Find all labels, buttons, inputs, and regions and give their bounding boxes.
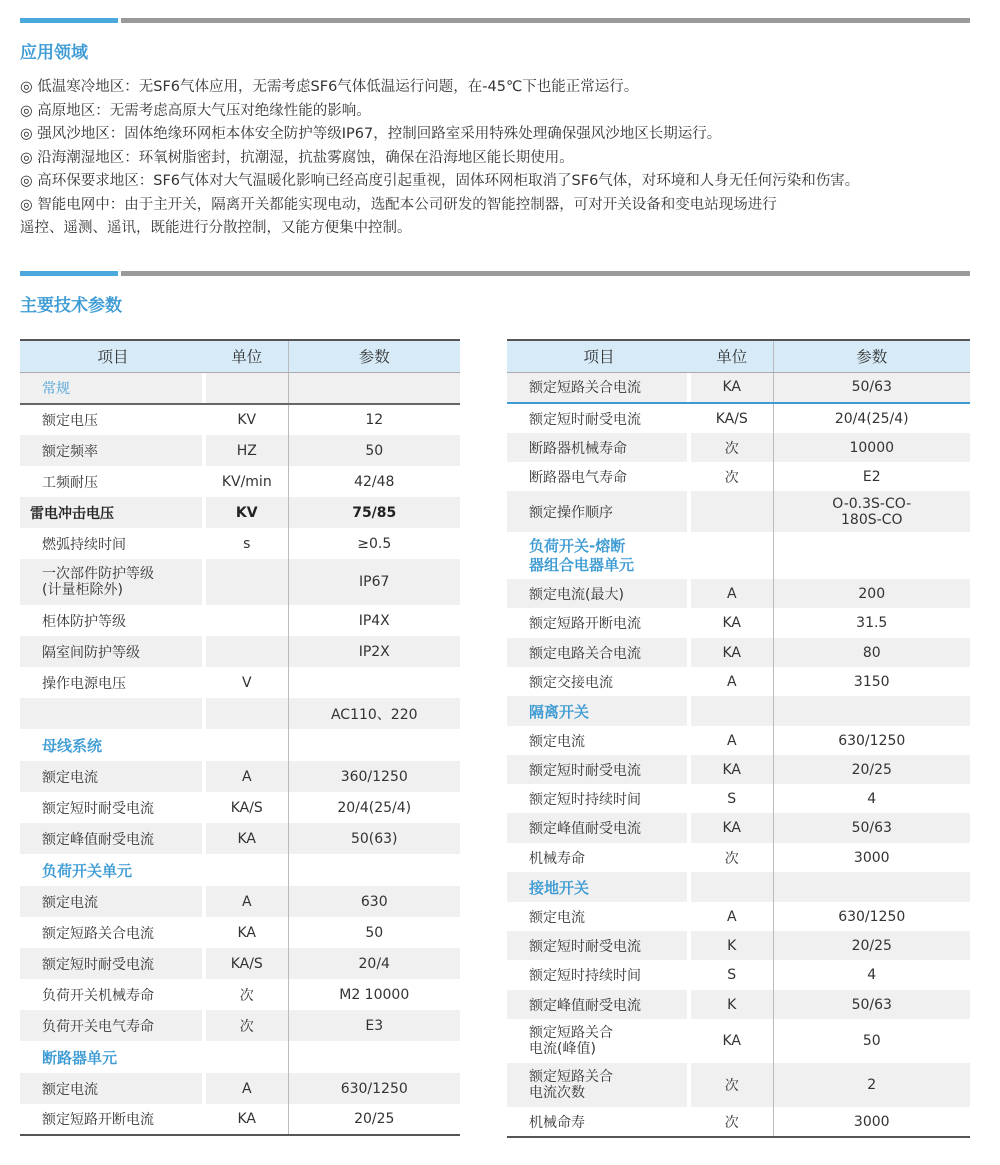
row-param — [288, 372, 460, 404]
row-item: 额定电流 — [529, 909, 585, 926]
table-row — [507, 491, 970, 532]
row-item: 额定短时耐受电流 — [42, 800, 154, 817]
row-unit: KA — [691, 608, 773, 638]
row-unit — [206, 854, 288, 886]
table-row — [507, 726, 970, 755]
row-unit: KV/min — [206, 466, 288, 497]
row-param — [773, 872, 970, 902]
table-row — [20, 372, 460, 404]
row-item — [507, 1019, 691, 1063]
group-title: 隔离开关 — [507, 696, 691, 726]
row-item: 额定峰值耐受电流 — [507, 813, 691, 843]
row-param: 630/1250 — [838, 732, 906, 749]
row-unit: KA/S — [691, 403, 773, 433]
section-divider-top — [20, 18, 970, 23]
table-row — [20, 404, 460, 435]
row-param: 200 — [773, 579, 970, 608]
row-param: 2 — [773, 1063, 970, 1107]
table-row — [20, 823, 460, 854]
table-row — [507, 667, 970, 696]
row-unit: A — [206, 1073, 288, 1104]
row-item: 常规 — [20, 372, 206, 404]
group-title: 接地开关 — [507, 872, 691, 902]
row-item: 机械寿命 — [529, 850, 585, 867]
row-param-line1: O-0.3S-CO- — [832, 495, 912, 512]
row-item: 额定操作顺序 — [507, 491, 691, 532]
row-unit: A — [206, 761, 288, 792]
row-unit — [206, 605, 288, 636]
table-row — [20, 886, 460, 917]
row-unit: 次 — [206, 1010, 288, 1041]
row-param — [773, 696, 970, 726]
row-unit: S — [691, 960, 773, 990]
table-row — [20, 497, 460, 528]
row-item — [20, 698, 206, 729]
row-unit: KA — [691, 755, 773, 784]
row-item: 工频耐压 — [42, 474, 98, 491]
table-row — [507, 902, 970, 931]
row-param: IP4X — [358, 612, 390, 629]
row-param: E3 — [288, 1010, 460, 1041]
row-unit: HZ — [206, 435, 288, 466]
row-unit: KA — [206, 823, 288, 854]
row-param-line2: 180S-CO — [841, 511, 903, 528]
row-item: 负荷开关电气寿命 — [20, 1010, 206, 1041]
table-row — [507, 843, 970, 872]
row-param — [288, 729, 460, 761]
row-param: 50 — [862, 1033, 881, 1049]
row-param — [288, 1041, 460, 1073]
row-param — [773, 491, 970, 532]
row-item: 额定电压 — [42, 413, 98, 429]
row-param: 12 — [365, 412, 384, 428]
row-param — [288, 854, 460, 886]
table-row — [20, 1104, 460, 1135]
row-unit: KV — [206, 404, 288, 435]
row-unit — [206, 1041, 288, 1073]
row-unit: A — [691, 667, 773, 696]
table-row — [20, 979, 460, 1010]
row-param: 20/25 — [773, 931, 970, 960]
table-group-row — [507, 872, 970, 902]
table-row — [507, 579, 970, 608]
spec-table-right — [507, 339, 970, 1138]
row-item: 负荷开关机械寿命 — [42, 987, 154, 1004]
row-unit: KA/S — [206, 792, 288, 823]
row-item: 额定频率 — [20, 435, 206, 466]
row-item: 额定短路开断电流 — [20, 1104, 206, 1135]
section-divider-specs — [20, 271, 970, 276]
row-unit: A — [691, 902, 773, 931]
row-item: 隔室间防护等级 — [20, 636, 206, 667]
table-row — [20, 1073, 460, 1104]
group-title: 母线系统 — [42, 736, 103, 755]
row-item: 操作电源电压 — [42, 675, 126, 692]
application-title: 应用领域 — [20, 43, 88, 63]
row-item: 断路器电气寿命 — [529, 469, 627, 486]
row-item: 燃弧持续时间 — [42, 536, 126, 553]
row-param: 31.5 — [856, 615, 888, 631]
row-param: 4 — [867, 967, 877, 983]
table-row — [20, 667, 460, 698]
row-unit: 次 — [691, 843, 773, 872]
header-unit: 单位 — [691, 340, 773, 372]
row-param: 50 — [365, 924, 384, 941]
row-unit: KA — [206, 1104, 288, 1135]
row-param: ≥0.5 — [357, 535, 392, 552]
table-row — [20, 1010, 460, 1041]
row-unit: K — [691, 990, 773, 1019]
row-param: IP2X — [288, 636, 460, 667]
row-param: 20/4 — [288, 948, 460, 979]
row-unit — [206, 636, 288, 667]
row-param: 42/48 — [354, 473, 395, 490]
row-unit: KA — [691, 638, 773, 667]
table-row — [507, 784, 970, 813]
row-unit: KV — [206, 497, 288, 528]
table-group-row — [20, 1041, 460, 1073]
divider-accent — [20, 18, 118, 23]
table-row — [507, 638, 970, 667]
row-item: 额定电路关合电流 — [507, 638, 691, 667]
row-item: 额定电流 — [20, 761, 206, 792]
row-item: 机械命寿 — [507, 1107, 691, 1137]
application-item: ◎ 高环保要求地区：SF6气体对大气温暖化影响已经高度引起重视，固体环网柜取消了SF6气体，对环境和人身无任何污染和伤害。 — [20, 173, 860, 189]
row-item-line2: 电流次数 — [529, 1085, 585, 1101]
row-param: 3000 — [853, 849, 890, 866]
table-row — [507, 433, 970, 462]
specs-title: 主要技术参数 — [20, 296, 122, 316]
row-param: 75/85 — [288, 497, 460, 528]
header-item: 项目 — [20, 340, 206, 372]
table-row — [507, 1107, 970, 1137]
divider-line — [121, 271, 970, 276]
header-item: 项目 — [507, 340, 691, 372]
group-title — [507, 532, 691, 579]
table-row — [507, 960, 970, 990]
row-item: 额定短时耐受电流 — [529, 411, 641, 428]
row-unit: KA — [691, 1019, 773, 1063]
row-unit: 次 — [691, 433, 773, 462]
table-row — [20, 917, 460, 948]
group-title: 断路器单元 — [42, 1048, 118, 1067]
table-row — [20, 605, 460, 636]
row-item: 柜体防护等级 — [42, 613, 126, 630]
row-unit: S — [691, 784, 773, 813]
row-item: 额定峰值耐受电流 — [20, 823, 206, 854]
row-item: 额定电流 — [20, 886, 206, 917]
row-item: 雷电冲击电压 — [20, 497, 206, 528]
row-item: 额定短路关合电流 — [42, 925, 154, 942]
row-param: IP67 — [288, 559, 460, 605]
row-item: 额定短时持续时间 — [529, 968, 641, 984]
table-row — [507, 403, 970, 433]
row-item: 额定短时耐受电流 — [507, 931, 691, 960]
divider-accent — [20, 271, 118, 276]
row-param: 20/4(25/4) — [834, 410, 909, 427]
row-item-line1: 额定短路关合 — [529, 1069, 613, 1085]
row-param: E2 — [862, 468, 881, 485]
table-row — [20, 435, 460, 466]
row-param: 80 — [773, 638, 970, 667]
header-unit: 单位 — [206, 340, 288, 372]
row-unit: K — [691, 931, 773, 960]
application-item: ◎ 低温寒冷地区：无SF6气体应用，无需考虑SF6气体低温运行问题，在-45℃下也能正常运行。 — [20, 79, 639, 95]
table-row — [507, 1063, 970, 1107]
row-item-line2: (计量柜除外) — [42, 582, 123, 598]
row-item — [20, 559, 206, 605]
header-param: 参数 — [773, 340, 970, 372]
row-param: 3000 — [773, 1107, 970, 1137]
row-param: 630/1250 — [288, 1073, 460, 1104]
row-item: 额定电流(最大) — [507, 579, 691, 608]
row-unit — [206, 729, 288, 761]
row-param: 630/1250 — [838, 908, 906, 925]
row-item: 额定交接电流 — [529, 674, 613, 691]
row-item: 额定电流 — [20, 1073, 206, 1104]
row-unit: KA — [206, 917, 288, 948]
header-param: 参数 — [288, 340, 460, 372]
table-group-row — [507, 696, 970, 726]
table-row — [507, 1019, 970, 1063]
application-item: ◎ 智能电网中：由于主开关，隔离开关都能实现电动，选配本公司研发的智能控制器，可对开关设备和变电站现场进行 — [20, 196, 777, 213]
group-title-line2: 器组合电器单元 — [529, 555, 635, 574]
row-unit — [691, 872, 773, 902]
table-row — [20, 466, 460, 497]
table-header-row — [507, 340, 970, 372]
table-row — [507, 813, 970, 843]
table-row — [507, 755, 970, 784]
row-unit — [206, 372, 288, 404]
row-unit — [206, 559, 288, 605]
row-unit — [691, 491, 773, 532]
row-item: 额定短时耐受电流 — [20, 948, 206, 979]
table-group-row — [20, 729, 460, 761]
row-param: 50 — [288, 435, 460, 466]
application-item: ◎ 强风沙地区：固体绝缘环网柜本体安全防护等级IP67，控制回路室采用特殊处理确保强风沙地区长期运行。 — [20, 126, 722, 142]
application-item: ◎ 沿海潮湿地区：环氧树脂密封，抗潮湿，抗盐雾腐蚀，确保在沿海地区能长期使用。 — [20, 149, 574, 166]
row-unit: KA/S — [206, 948, 288, 979]
row-unit: A — [691, 726, 773, 755]
row-param: 20/25 — [288, 1104, 460, 1135]
table-row — [20, 948, 460, 979]
row-unit: A — [691, 579, 773, 608]
row-param: M2 10000 — [339, 986, 410, 1003]
table-row — [20, 528, 460, 559]
row-param: 360/1250 — [288, 761, 460, 792]
row-param: 20/25 — [773, 755, 970, 784]
divider-line — [121, 18, 970, 23]
row-item: 额定峰值耐受电流 — [507, 990, 691, 1019]
group-title-line1: 负荷开关-熔断 — [529, 536, 626, 555]
row-item: 断路器机械寿命 — [507, 433, 691, 462]
row-param: 50/63 — [773, 372, 970, 403]
spec-table-left — [20, 339, 460, 1136]
table-row — [20, 559, 460, 605]
table-row — [20, 792, 460, 823]
row-param: 630 — [288, 886, 460, 917]
row-param: 4 — [867, 790, 877, 807]
table-row — [507, 608, 970, 638]
row-unit — [691, 532, 773, 579]
row-unit: V — [206, 667, 288, 698]
row-unit — [691, 696, 773, 726]
row-unit: 次 — [691, 1063, 773, 1107]
table-row — [507, 990, 970, 1019]
row-unit: 次 — [691, 1107, 773, 1137]
row-unit — [206, 698, 288, 729]
row-param — [773, 532, 970, 579]
row-unit: A — [206, 886, 288, 917]
application-list — [20, 76, 985, 241]
table-group-row — [507, 532, 970, 579]
row-item: 额定短时耐受电流 — [507, 755, 691, 784]
application-item-continuation: 遥控、遥测、遥讯，既能进行分散控制，又能方便集中控制。 — [20, 220, 412, 236]
table-row — [507, 462, 970, 491]
group-title: 负荷开关单元 — [42, 861, 133, 880]
row-item: 额定电流 — [529, 733, 585, 750]
table-header-row — [20, 340, 460, 372]
row-item-line2: 电流(峰值) — [529, 1041, 596, 1057]
table-row — [20, 636, 460, 667]
row-unit: s — [206, 528, 288, 559]
table-group-row — [20, 854, 460, 886]
row-item: 额定短路关合电流 — [507, 372, 691, 403]
row-param: 50/63 — [773, 990, 970, 1019]
row-item-line1: 额定短路关合 — [529, 1025, 613, 1041]
table-row — [20, 761, 460, 792]
row-item — [507, 1063, 691, 1107]
row-item: 额定短时持续时间 — [529, 791, 641, 808]
table-row — [507, 372, 970, 403]
row-param: AC110、220 — [288, 698, 460, 729]
row-param: 3150 — [853, 673, 890, 690]
row-unit: KA — [691, 372, 773, 403]
table-row — [20, 698, 460, 729]
row-param: 20/4(25/4) — [337, 799, 412, 816]
row-unit: KA — [691, 813, 773, 843]
table-row — [507, 931, 970, 960]
application-item: ◎ 高原地区：无需考虑高原大气压对绝缘性能的影响。 — [20, 102, 371, 119]
row-param: 10000 — [773, 433, 970, 462]
row-param: 50(63) — [288, 823, 460, 854]
row-item-line1: 一次部件防护等级 — [42, 566, 154, 582]
row-unit: 次 — [206, 979, 288, 1010]
row-param: 50/63 — [773, 813, 970, 843]
row-item: 额定短路开断电流 — [529, 616, 641, 632]
row-param — [288, 667, 460, 698]
row-unit: 次 — [691, 462, 773, 491]
